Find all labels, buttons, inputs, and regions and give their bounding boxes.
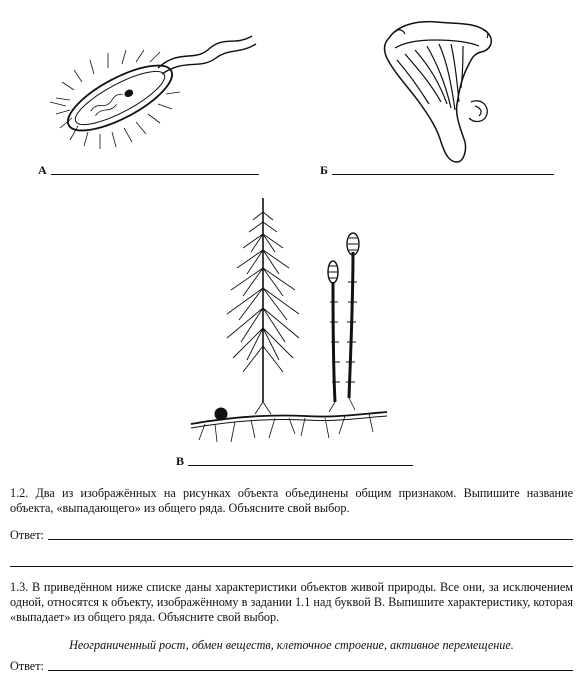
characteristics-list: Неограниченный рост, обмен веществ, клеточное строение, активное перемещение.: [69, 638, 514, 652]
figure-letter-b: Б: [320, 163, 328, 177]
task-1-3-paragraph: 1.3. В приведённом ниже списке даны характеристики объектов живой природы. Все они, за исключением одной, относятся к объекту, изображённому в задании 1.1 над буквой В. Выпишите характеристику, которая «выпадает» из общего ряда. Объясните свой выбор.: [10, 580, 573, 624]
task-1-2-text: [10, 486, 573, 516]
answer-blank-extra: [10, 566, 573, 567]
horsetail-illustration: [185, 192, 395, 448]
task-1-2-answer[interactable]: [10, 528, 573, 543]
bacterium-illustration: [30, 18, 260, 168]
task-1-2-paragraph: 1.2. Два из изображённых на рисунках объекта объединены общим признаком. Выпишите название объекта, «выпадающего» из общего ряда. Объясните свой выбор.: [10, 486, 573, 515]
answer-line-b[interactable]: [320, 163, 554, 178]
answer-blank: [48, 539, 573, 540]
answer-line-v[interactable]: [176, 454, 413, 469]
blank-line: [188, 465, 413, 466]
answer-line-a[interactable]: [38, 163, 259, 178]
figure-letter-a: А: [38, 163, 47, 177]
answer-label: Ответ:: [10, 528, 44, 542]
blank-line: [332, 174, 554, 175]
task-1-3-text: [10, 580, 573, 625]
mushroom-illustration: [375, 18, 505, 166]
answer-blank: [48, 670, 573, 671]
answer-label: Ответ:: [10, 659, 44, 673]
task-1-3-answer[interactable]: [10, 659, 573, 674]
figure-letter-v: В: [176, 454, 185, 468]
blank-line: [51, 174, 259, 175]
